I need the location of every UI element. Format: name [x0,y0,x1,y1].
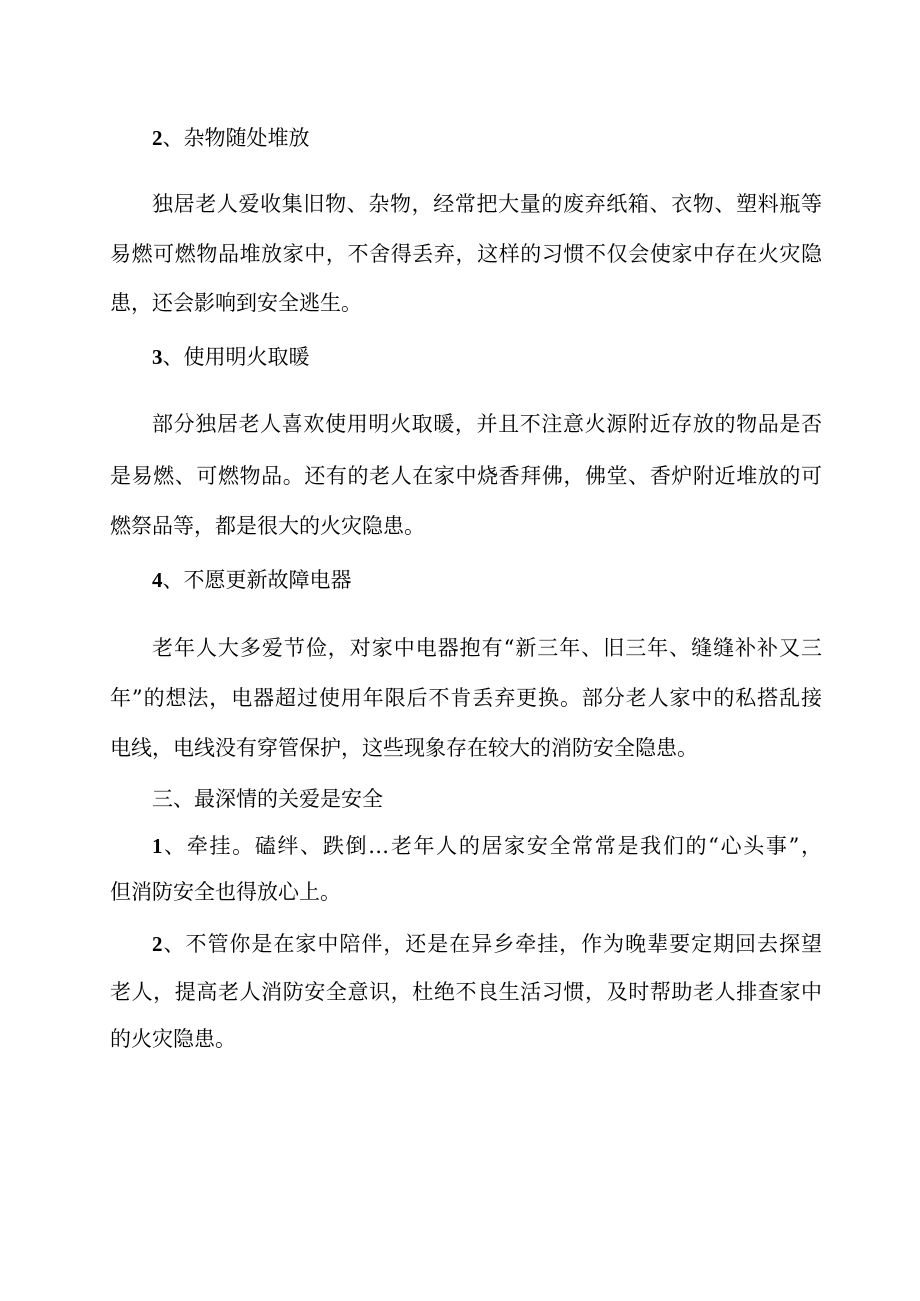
paragraph-line: 独居老人爱收集旧物、杂物，经常把大量的废弃纸箱、衣物、塑料瓶等 [152,192,822,216]
paragraph-line: 部分独居老人喜欢使用明火取暖，并且不注意火源附近存放的物品是否 [152,412,822,436]
paragraph-number: 2 [152,932,163,956]
paragraph-line: 但消防安全也得放心上。 [110,880,341,904]
section-heading-3 [152,343,310,371]
paragraph-line: 老年人大多爱节俭，对家中电器抱有“新三年、旧三年、缝缝补补又三 [152,636,822,660]
numbered-paragraph-1 [152,832,822,860]
paragraph-line: 燃祭品等，都是很大的火灾隐患。 [110,514,425,538]
paragraph-line: 患，还会影响到安全逃生。 [110,291,362,315]
numbered-paragraph-2 [152,930,822,958]
section-number: 4 [152,568,163,592]
section-heading-text: 、不愿更新故障电器 [162,568,352,592]
paragraph-number: 1 [152,834,163,858]
paragraph-text: 、不管你是在家中陪伴，还是在异乡牵挂，作为晚辈要定期回去探望 [162,932,822,956]
paragraph-line: 是易燃、可燃物品。还有的老人在家中烧香拜佛，佛堂、香炉附近堆放的可 [110,464,822,488]
section-heading-text: 、使用明火取暖 [162,345,310,369]
section-heading-2 [152,124,310,152]
paragraph-line: 易燃可燃物品堆放家中，不舍得丢弃，这样的习惯不仅会使家中存在火灾隐 [110,242,822,266]
part-heading: 三、最深情的关爱是安全 [152,787,383,811]
paragraph-line: 老人，提高老人消防安全意识，杜绝不良生活习惯，及时帮助老人排查家中 [110,980,822,1004]
paragraph-text: 、牵挂。磕绊、跌倒…老年人的居家安全常常是我们的“心头事”， [162,834,822,858]
section-number: 3 [152,345,163,369]
section-heading-text: 、杂物随处堆放 [162,126,310,150]
paragraph-line: 的火灾隐患。 [110,1027,236,1051]
section-number: 2 [152,126,163,150]
paragraph-line: 年”的想法，电器超过使用年限后不肯丢弃更换。部分老人家中的私搭乱接 [110,686,822,710]
paragraph-line: 电线，电线没有穿管保护，这些现象存在较大的消防安全隐患。 [110,736,698,760]
section-heading-4 [152,566,352,594]
